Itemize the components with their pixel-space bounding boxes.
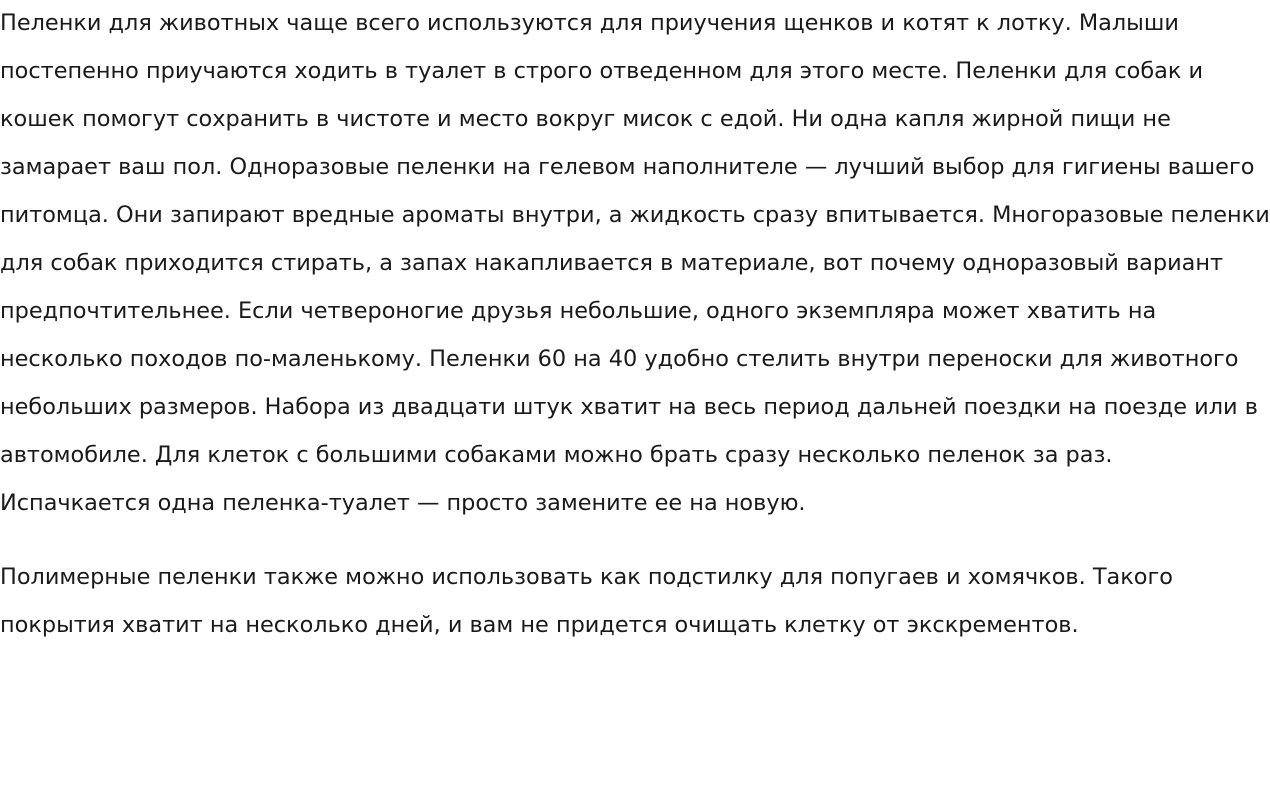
paragraph-polymer-pads: Полимерные пеленки также можно использовать как подстилку для попугаев и хомячков. Такого покрытия хватит на несколько дней, и вам не придется очищать клетку от экскрементов. (0, 564, 1173, 638)
paragraph-pet-pads-usage: Пеленки для животных чаще всего используются для приучения щенков и котят к лотку. Малыши постепенно приучаются ходить в туалет в строго отведенном для этого месте. Пеленки для собак и кошек помогут сохранить в чистоте и место вокруг мисок с едой. Ни одна капля жирной пищи не замарает ваш пол. Одноразовые пеленки на гелевом наполнителе — лучший выбор для гигиены вашего питомца. Они запирают вредные ароматы внутри, а жидкость сразу впитывается. Многоразовые пеленки для собак приходится стирать, а запах накапливается в материале, вот почему одноразовый вариант предпочтительнее. Если четвероногие друзья небольшие, одного экземпляра может хватить на несколько походов по-маленькому. Пеленки 60 на 40 удобно стелить внутри переноски для животного небольших размеров. Набора из двадцати штук хватит на весь период дальней поездки на поезде или в автомобиле. Для клеток с большими собаками можно брать сразу несколько пеленок за раз. Испачкается одна пеленка-туалет — просто замените ее на новую. (0, 10, 1270, 516)
